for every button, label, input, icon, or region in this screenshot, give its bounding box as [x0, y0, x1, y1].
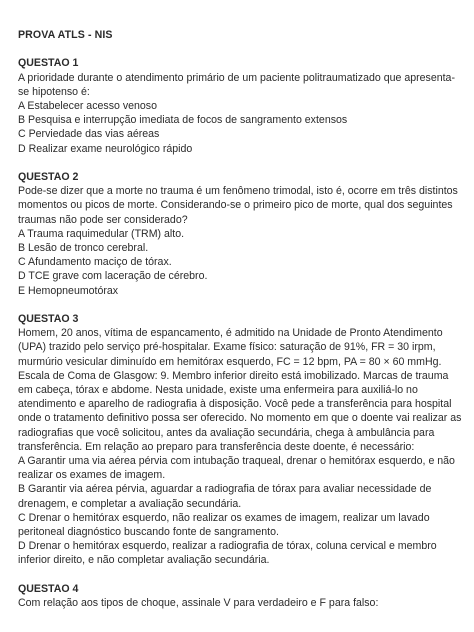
spacer	[18, 568, 466, 582]
question-heading: QUESTAO 2	[18, 171, 79, 183]
question-heading: QUESTAO 1	[18, 57, 79, 70]
document-page	[18, 28, 466, 610]
question-heading: QUESTAO 3	[18, 313, 79, 326]
document-title: PROVA ATLS - NIS	[18, 29, 113, 41]
answer-option: C Drenar o hemitórax esquerdo, não realizar os exames de imagem, realizar um lavado peritoneal diagnóstico buscando fonte de sangramento.	[18, 511, 430, 539]
question-heading: QUESTAO 4	[18, 582, 79, 595]
question-4	[18, 582, 466, 610]
question-3	[18, 312, 466, 568]
answer-option: B Pesquisa e interrupção imediata de focos de sangramento extensos	[18, 114, 348, 127]
answer-option: C Perviedade das vias aéreas	[18, 128, 160, 141]
answer-option: C Afundamento maciço de tórax.	[18, 256, 172, 269]
question-prompt: Com relação aos tipos de choque, assinale V para verdadeiro e F para falso:	[18, 597, 379, 610]
answer-option: A Estabelecer acesso venoso	[18, 100, 157, 112]
question-prompt: A prioridade durante o atendimento primário de um paciente politraumatizado que apresenta-se hipotenso é:	[18, 71, 455, 98]
spacer	[18, 298, 466, 312]
spacer	[18, 42, 466, 56]
answer-option: B Lesão de tronco cerebral.	[18, 242, 149, 255]
answer-option: A Trauma raquimedular (TRM) alto.	[18, 227, 185, 240]
answer-option: D TCE grave com laceração de cérebro.	[18, 270, 208, 283]
answer-option: D Drenar o hemitórax esquerdo, realizar a radiografia de tórax, coluna cervical e membro inferior direito, e não completar avaliação secundária.	[18, 540, 437, 567]
question-prompt: Pode-se dizer que a morte no trauma é um fenômeno trimodal, isto é, ocorre em três distintos momentos ou picos de morte. Considerando-se o primeiro pico de morte, qual dos seguintes traumas não pode ser considerado?	[18, 185, 458, 226]
question-2	[18, 170, 466, 298]
question-prompt: Homem, 20 anos, vítima de espancamento, é admitido na Unidade de Pronto Atendimento (UPA) trazido pelo serviço pré-hospitalar. Exame físico: saturação de 91%, FR = 30 irpm, murmúrio vesicular diminuído em hemitórax esquerdo, FC = 12 bpm, PA = 80 × 60 mmHg. Escala de Coma de Glasgow: 9. Membro inferior direito está imobilizado. Marcas de trauma em cabeça, tórax e abdome. Nesta unidade, existe uma enfermeira para auxiliá-lo no atendimento e aparelho de radiografia à disposição. Você pede a transferência para hospital onde o tratamento definitivo possa ser oferecido. No momento em que o doente vai realizar as radiografias que você solicitou, antes da avaliação secundária, chega à ambulância para transferência. Em relação ao preparo para transferência deste doente, é necessário:	[18, 327, 462, 453]
spacer	[18, 156, 466, 170]
answer-option: D Realizar exame neurológico rápido	[18, 142, 193, 155]
answer-option: E Hemopneumotórax	[18, 284, 119, 297]
answer-option: A Garantir uma via aérea pérvia com intubação traqueal, drenar o hemitórax esquerdo, e não realizar os exames de imagem.	[18, 455, 455, 482]
question-1	[18, 56, 466, 155]
answer-option: B Garantir via aérea pérvia, aguardar a radiografia de tórax para avaliar necessidade de drenagem, e completar a avaliação secundária.	[18, 483, 432, 510]
